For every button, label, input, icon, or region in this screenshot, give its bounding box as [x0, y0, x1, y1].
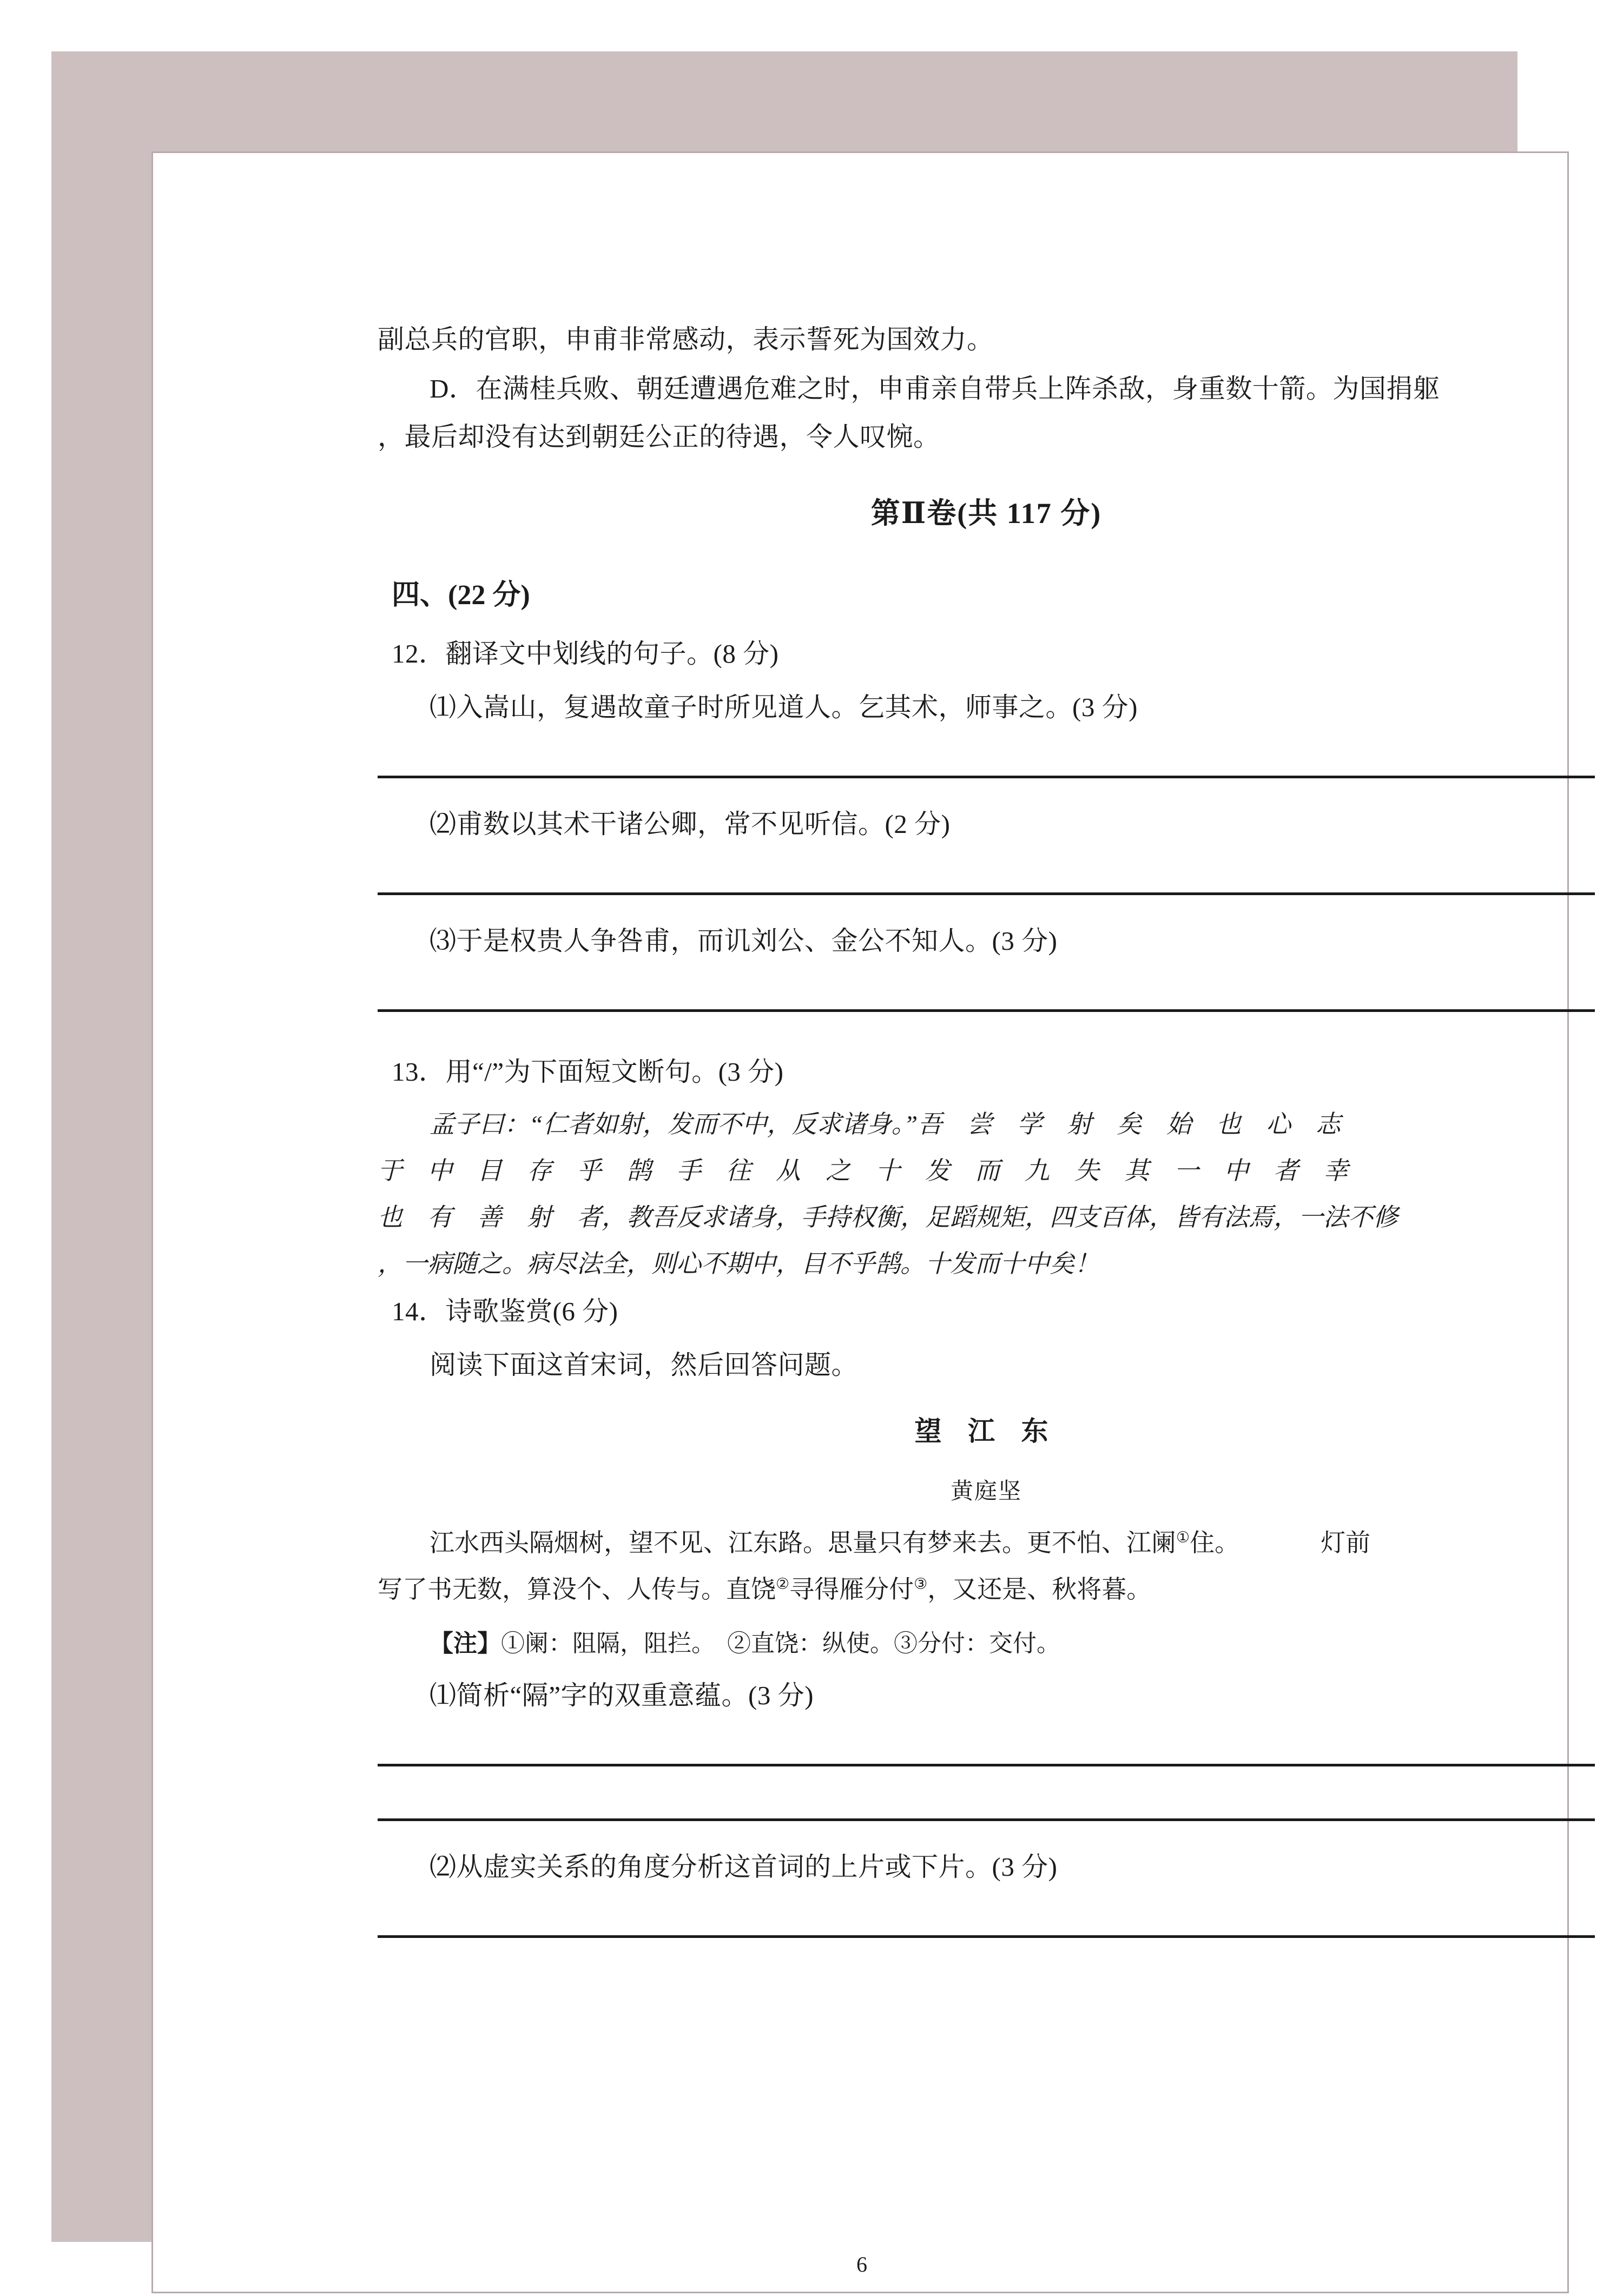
answer-space: [378, 1731, 1595, 1764]
paper-part-heading: 第Ⅱ卷(共 117 分): [870, 497, 1102, 530]
classical-passage-line-2: 于 中 目 存 乎 鹄 手 往 从 之 十 发 而 九 失 其 一 中 者 幸: [378, 1157, 1348, 1185]
question-12-stem: 12．翻译文中划线的句子。(8 分): [392, 639, 779, 669]
question-14-item-1: ⑴简析“隔”字的双重意蕴。(3 分): [430, 1680, 814, 1710]
question-14-item-2: ⑵从虚实关系的角度分析这首词的上片或下片。(3 分): [430, 1852, 1058, 1882]
answer-space: [378, 895, 1595, 928]
poem-footnotes: [378, 1624, 1595, 1658]
classical-passage-line-1: 孟子曰：“仁者如射，发而不中，反求诸身。”吾 尝 学 射 矣 始 也 心 志: [430, 1110, 1341, 1138]
poem-title: 望 江 东: [914, 1416, 1058, 1446]
section-heading: 四、(22 分): [392, 580, 530, 611]
question-12-item-3: ⑶于是权贵人争咎甫，而讥刘公、金公不知人。(3 分): [430, 926, 1058, 956]
page-number: 6: [856, 2252, 867, 2277]
option-d-line-2: ，最后却没有达到朝廷公正的待遇，令人叹惋。: [378, 422, 940, 452]
answer-space: [378, 778, 1595, 811]
footnote-label: 【注】: [430, 1630, 501, 1657]
classical-passage-line-4: ，一病随之。病尽法全，则心不期中，目不乎鹄。十发而十中矣！: [378, 1250, 1099, 1278]
poem-line1-text-a: 江水西头隔烟树，望不见、江东路。思量只有梦来去。更不怕、江阑: [430, 1529, 1176, 1557]
poem-line2-text-c: ，又还是、秋将暮。: [927, 1576, 1152, 1603]
answer-space: [378, 743, 1595, 776]
answer-space: [378, 1821, 1595, 1854]
answer-rule[interactable]: [378, 1935, 1595, 1938]
question-12-item-2: ⑵甫数以其术干诸公卿，常不见听信。(2 分): [430, 809, 951, 839]
poem-line1-tail: 灯前: [1321, 1529, 1371, 1557]
footnote-marker-3: ③: [914, 1576, 928, 1593]
poem-line2-text-a: 写了书无数，算没个、人传与。直饶: [378, 1576, 776, 1603]
poem-body-line-1: [378, 1531, 1595, 1556]
footnote-marker-1: ①: [1176, 1529, 1190, 1546]
paper-sheet: [151, 151, 1569, 2293]
page-decorative-frame: [51, 51, 1518, 2277]
continued-paragraph: 副总兵的官职，申甫非常感动，表示誓死为国效力。: [378, 325, 994, 354]
poem-author: 黄庭坚: [950, 1479, 1022, 1504]
classical-passage-line-3: 也 有 善 射 者，教吾反求诸身，手持权衡，足蹈规矩，四支百体，皆有法焉，一法不修: [378, 1203, 1398, 1231]
answer-space: [378, 977, 1595, 1009]
footnote-marker-2: ②: [776, 1576, 790, 1593]
answer-space: [378, 1903, 1595, 1935]
poem-line1-text-b: 住。: [1190, 1529, 1240, 1557]
question-12-item-1: ⑴入嵩山，复遇故童子时所见道人。乞其术，师事之。(3 分): [430, 692, 1138, 722]
document-content: [378, 326, 1595, 1938]
question-13-stem: 13．用“/”为下面短文断句。(3 分): [392, 1057, 784, 1087]
poem-line2-text-b: 寻得雁分付: [789, 1576, 914, 1603]
option-d-line-1: D．在满桂兵败、朝廷遭遇危难之时，申甫亲自带兵上阵杀敌，身重数十箭。为国捐躯: [430, 374, 1440, 403]
answer-space: [378, 1012, 1595, 1044]
question-14-instruction: 阅读下面这首宋词，然后回答问题。: [430, 1350, 859, 1380]
poem-body-line-2: [378, 1577, 1595, 1602]
question-14-stem: 14．诗歌鉴赏(6 分): [392, 1296, 618, 1326]
answer-space: [378, 1766, 1595, 1818]
footnote-text: ①阑：阻隔，阻拦。 ②直饶：纵使。③分付：交付。: [501, 1630, 1060, 1657]
answer-space: [378, 860, 1595, 892]
